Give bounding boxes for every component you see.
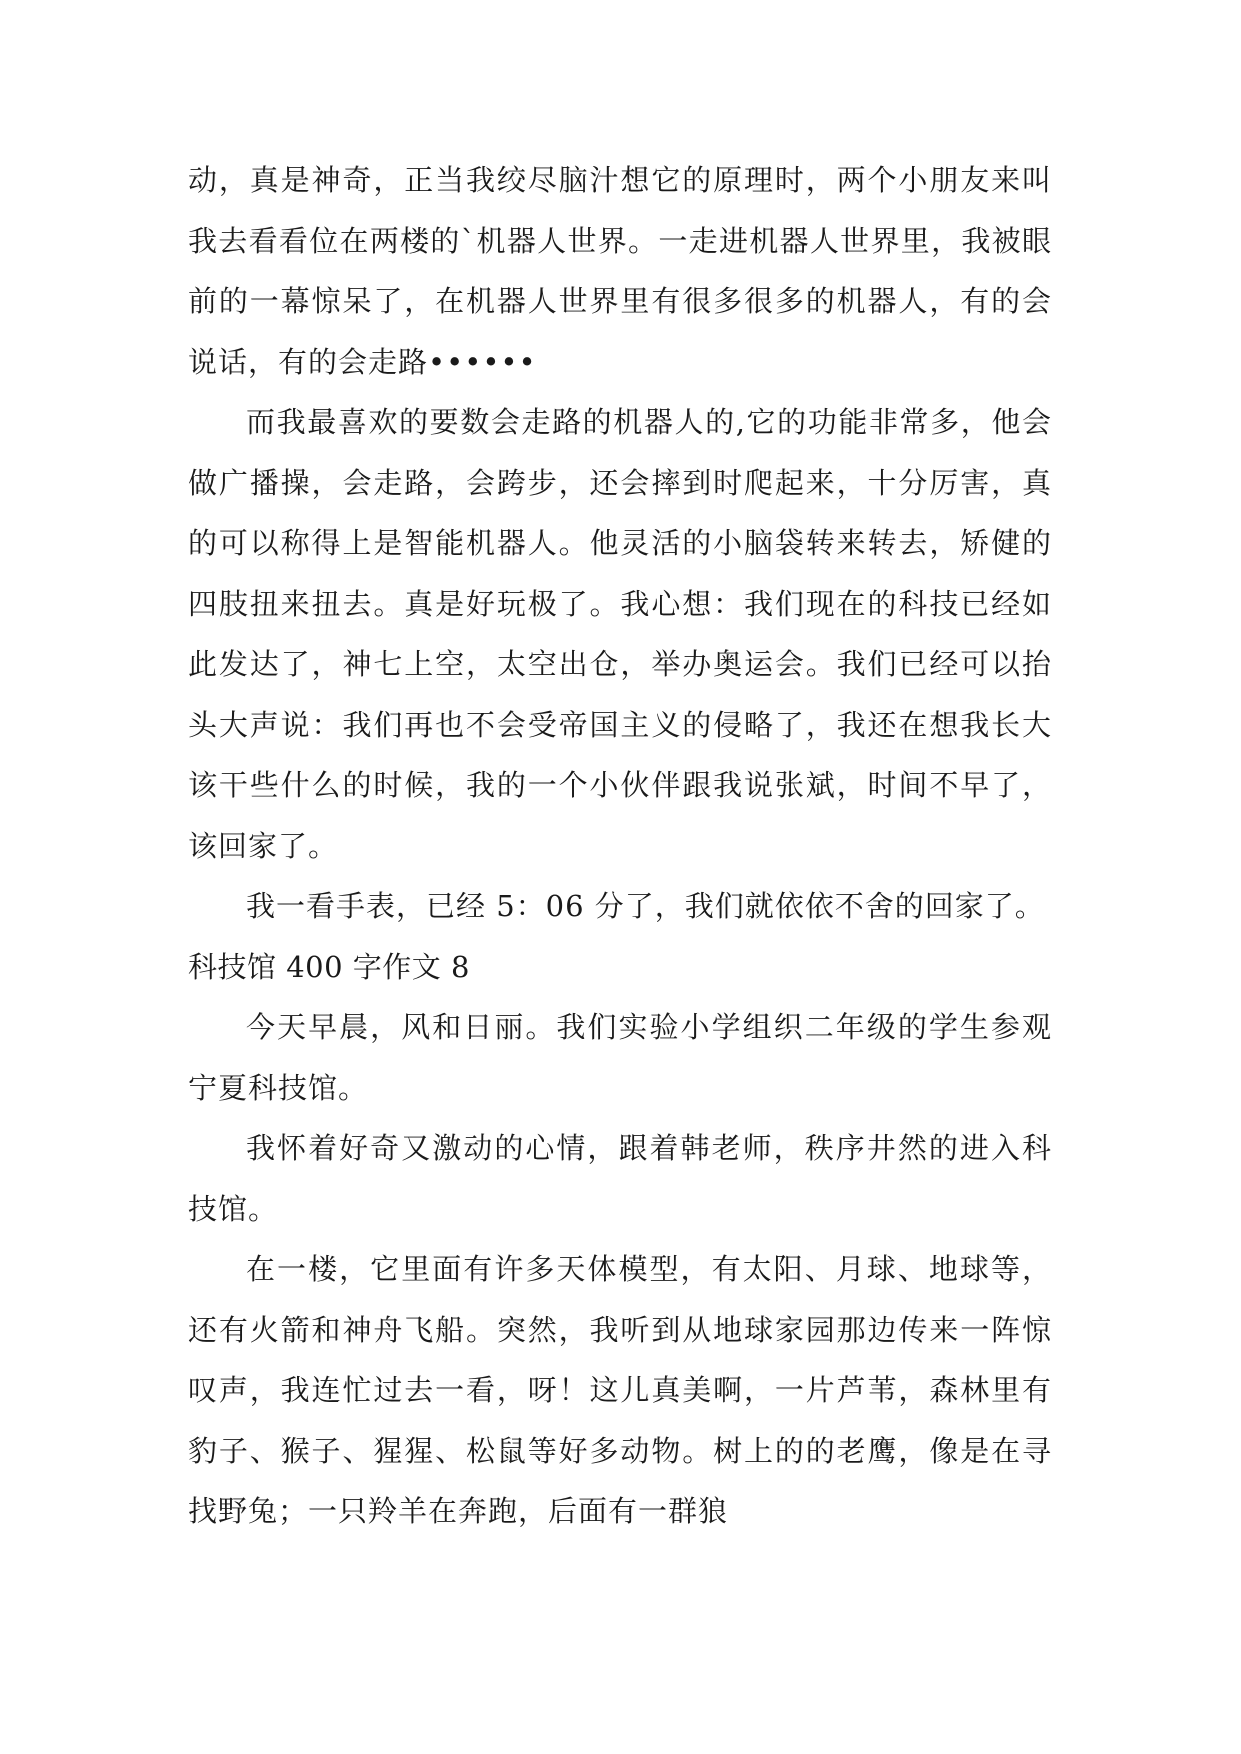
paragraph-enter: 我怀着好奇又激动的心情，跟着韩老师，秩序井然的进入科技馆。 — [188, 1131, 1052, 1226]
document-body — [188, 150, 1052, 1542]
paragraph-morning: 今天早晨，风和日丽。我们实验小学组织二年级的学生参观宁夏科技馆。 — [188, 1010, 1052, 1105]
section-heading: 科技馆 400 字作文 8 — [188, 949, 470, 984]
paragraph-robot: 而我最喜欢的要数会走路的机器人的,它的功能非常多，他会做广播操，会走路，会跨步，还会摔到时爬起来，十分厉害，真的可以称得上是智能机器人。他灵活的小脑袋转来转去，矫健的四肢扭来扭去。真是好玩极了。我心想：我们现在的科技已经如此发达了，神七上空，太空出仓，举办奥运会。我们已经可以抬头大声说：我们再也不会受帝国主义的侵略了，我还在想我长大该干些什么的时候，我的一个小伙伴跟我说张斌，时间不早了，该回家了。 — [188, 405, 1052, 863]
paragraph-go-home: 我一看手表，已经 5：06 分了，我们就依依不舍的回家了。 — [246, 889, 1045, 923]
paragraph-continuation: 动，真是神奇，正当我绞尽脑汁想它的原理时，两个小朋友来叫我去看看位在两楼的`机器人世界。一走进机器人世界里，我被眼前的一幕惊呆了，在机器人世界里有很多很多的机器人，有的会说话，有的会走路•••••• — [188, 163, 1052, 379]
paragraph-first-floor: 在一楼，它里面有许多天体模型，有太阳、月球、地球等，还有火箭和神舟飞船。突然，我听到从地球家园那边传来一阵惊叹声，我连忙过去一看，呀！这儿真美啊，一片芦苇，森林里有豹子、猴子、猩猩、松鼠等好多动物。树上的的老鹰，像是在寻找野兔；一只羚羊在奔跑，后面有一群狼 — [188, 1252, 1052, 1528]
